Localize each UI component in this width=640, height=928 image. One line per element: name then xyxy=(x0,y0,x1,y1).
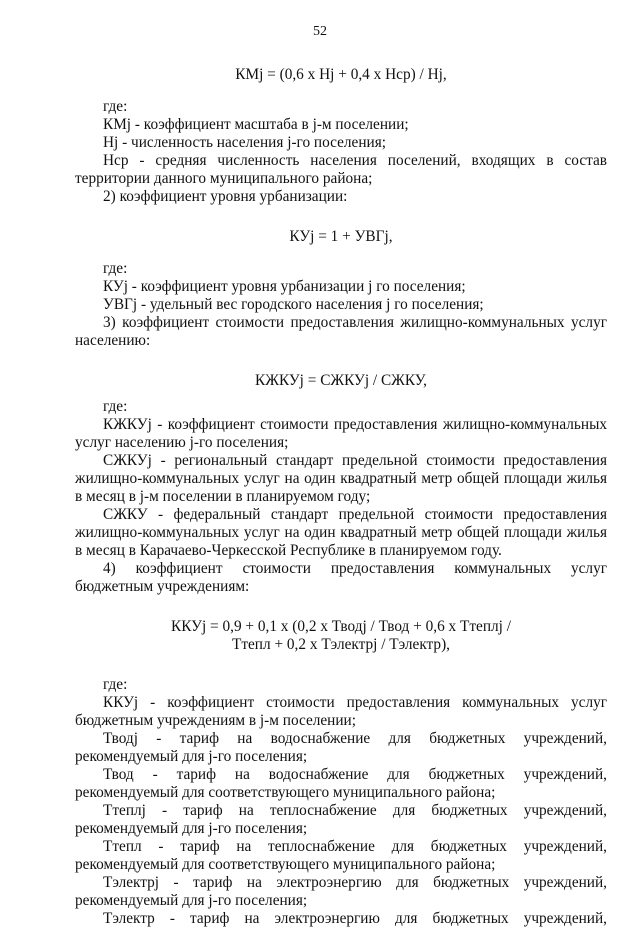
item-2-heading: 2) коэффициент уровня урбанизации: xyxy=(103,188,348,205)
definition-tteplj: Ттеплj - тариф на теплоснабжение для бюджетных учреждений, рекомендуемый для j-го поселения; xyxy=(75,802,607,837)
definition-telektr: Тэлектр - тариф на электроэнергию для бюджетных учреждений, xyxy=(103,910,607,927)
definition-tvod: Твод - тариф на водоснабжение для бюджетных учреждений, рекомендуемый для соответствующего муниципального района; xyxy=(75,766,607,801)
definition-telektrj: Тэлектрj - тариф на электроэнергию для бюджетных учреждений, рекомендуемый для j-го поселения; xyxy=(75,874,607,909)
definition-tvodj: Тводj - тариф на водоснабжение для бюджетных учреждений, рекомендуемый для j-го поселения; xyxy=(75,730,607,765)
where-label: где: xyxy=(103,98,128,115)
formula-km: КМj = (0,6 х Нj + 0,4 х Нср) / Нj, xyxy=(235,66,447,83)
definition-kku: ККУj - коэффициент стоимости предоставления коммунальных услуг бюджетным учреждениям в j-м поселении; xyxy=(75,694,607,729)
formula-kku-line-2: Ттепл + 0,2 х Тэлектрj / Тэлектр), xyxy=(231,636,450,653)
definition-szhkuj: СЖКУj - региональный стандарт предельной стоимости предоставления жилищно-коммунальных услуг на один квадратный метр общей площади жилья в месяц в j-м поселении в планируемом году; xyxy=(75,452,607,505)
formula-kzhku: КЖКУj = СЖКУj / СЖКУ, xyxy=(255,372,427,389)
where-label: где: xyxy=(103,260,128,277)
page-body xyxy=(75,66,607,928)
definition-ku: КУj - коэффициент уровня урбанизации j го поселения; xyxy=(103,278,466,295)
definition-ttepl: Ттепл - тариф на теплоснабжение для бюджетных учреждений, рекомендуемый для соответствующего муниципального района; xyxy=(75,838,607,873)
definition-szhku: СЖКУ - федеральный стандарт предельной стоимости предоставления жилищно-коммунальных услуг на один квадратный метр общей площади жилья в месяц в Карачаево-Черкесской Республике в планируемом году. xyxy=(75,506,607,559)
definition-kzhku: КЖКУj - коэффициент стоимости предоставления жилищно-коммунальных услуг населению j-го поселения; xyxy=(75,416,607,451)
definition-km: КМj - коэффициент масштаба в j-м поселении; xyxy=(103,116,409,133)
definition-ncp: Нср - средняя численность населения поселений, входящих в состав территории данного муниципального района; xyxy=(75,152,607,187)
formula-kku-line-1: ККУj = 0,9 + 0,1 х (0,2 х Тводj / Твод + 0,6 х Ттеплj / xyxy=(171,618,511,635)
where-label: где: xyxy=(103,398,128,415)
definition-nj: Нj - численность населения j-го поселения; xyxy=(103,134,386,151)
item-4-heading: 4) коэффициент стоимости предоставления коммунальных услуг бюджетным учреждениям: xyxy=(75,560,607,595)
item-3-heading: 3) коэффициент стоимости предоставления жилищно-коммунальных услуг населению: xyxy=(75,314,607,349)
page-number: 52 xyxy=(313,24,327,39)
where-label: где: xyxy=(103,676,128,693)
definition-uvg: УВГj - удельный вес городского населения j го поселения; xyxy=(103,296,484,313)
formula-ku: КУj = 1 + УВГj, xyxy=(289,228,393,245)
